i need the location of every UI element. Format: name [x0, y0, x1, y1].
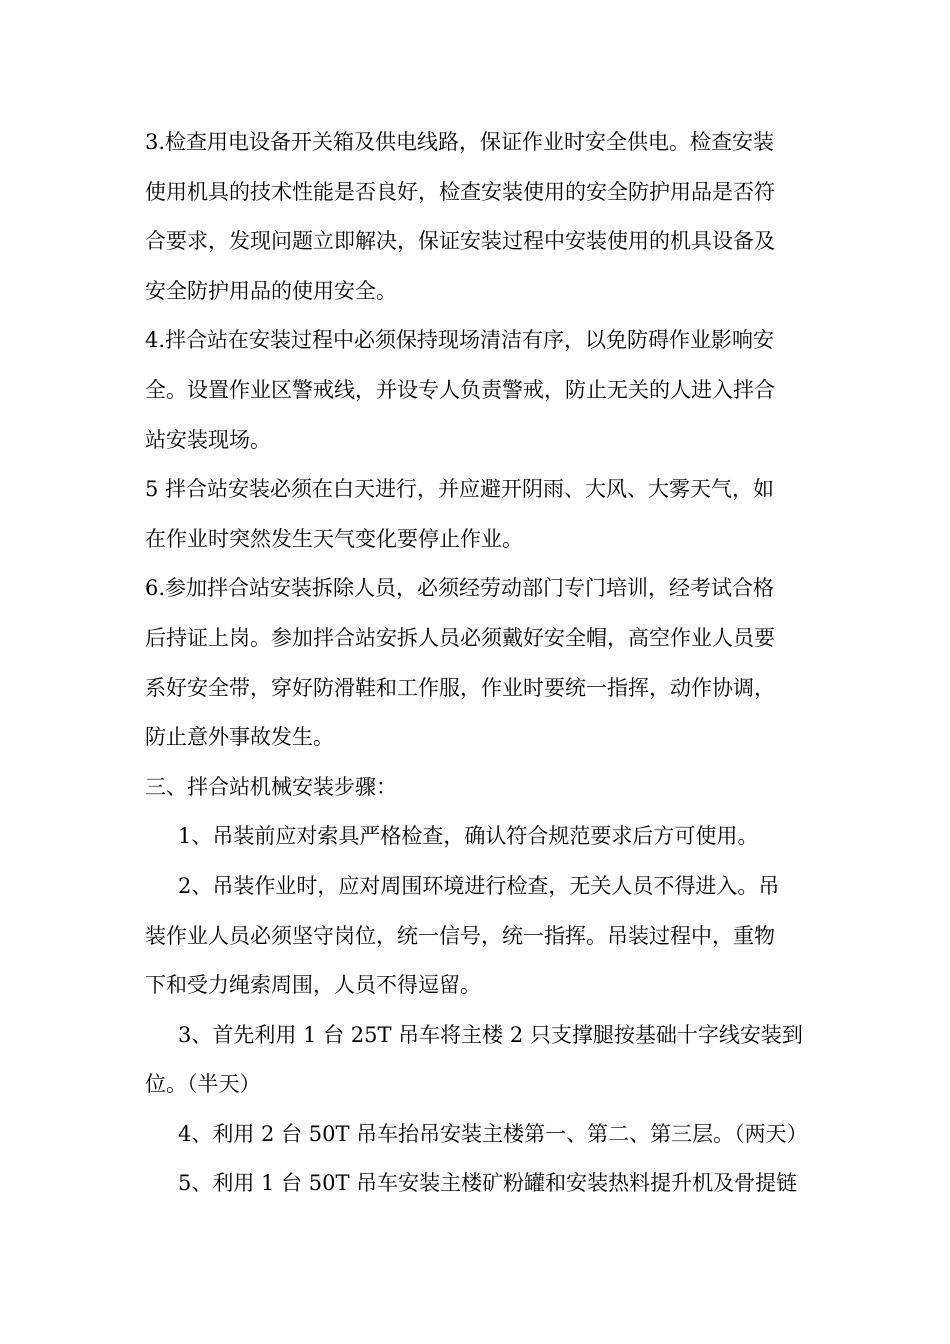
text-line: 安全防护用品的使用安全。	[145, 278, 397, 303]
text-line: 6.参加拌合站安装拆除人员，必须经劳动部门专门培训，经考试合格	[145, 576, 775, 601]
text-line: 系好安全带，穿好防滑鞋和工作服，作业时要统一指挥，动作协调，	[145, 675, 775, 700]
text-line: 1、吊装前应对索具严格检查，确认符合规范要求后方可使用。	[178, 824, 759, 849]
text-line: 后持证上岗。参加拌合站安拆人员必须戴好安全帽，高空作业人员要	[145, 625, 775, 650]
text-line: 3.检查用电设备开关箱及供电线路，保证作业时安全供电。检查安装	[145, 130, 775, 154]
text-line: 使用机具的技术性能是否良好，检查安装使用的安全防护用品是否符	[145, 179, 775, 204]
text-line: 站安装现场。	[145, 427, 271, 452]
text-line: 下和受力绳索周围，人员不得逗留。	[145, 973, 481, 998]
text-line: 2、吊装作业时，应对周围环境进行检查，无关人员不得进入。吊	[178, 873, 780, 898]
text-line: 3、首先利用 1 台 25T 吊车将主楼 2 只支撑腿按基础十字线安装到	[178, 1022, 803, 1047]
text-line: 4、利用 2 台 50T 吊车抬吊安装主楼第一、第二、第三层。（两天）	[178, 1121, 808, 1146]
text-line: 防止意外事故发生。	[145, 725, 334, 750]
text-line: 5 拌合站安装必须在白天进行，并应避开阴雨、大风、大雾天气，如	[145, 477, 775, 502]
text-line: 4.拌合站在安装过程中必须保持现场清洁有序，以免防碍作业影响安	[145, 328, 775, 353]
document-body	[145, 118, 811, 1209]
text-line: 位。（半天）	[145, 1072, 261, 1097]
text-line: 装作业人员必须坚守岗位，统一信号，统一指挥。吊装过程中，重物	[145, 923, 775, 948]
text-line: 5、利用 1 台 50T 吊车安装主楼矿粉罐和安装热料提升机及骨提链	[178, 1171, 798, 1196]
text-line: 全。设置作业区警戒线，并设专人负责警戒，防止无关的人进入拌合	[145, 377, 775, 402]
section-heading: 三、拌合站机械安装步骤：	[145, 774, 397, 799]
text-line: 合要求，发现问题立即解决，保证安装过程中安装使用的机具设备及	[145, 229, 775, 254]
text-line: 在作业时突然发生天气变化要停止作业。	[145, 526, 523, 551]
